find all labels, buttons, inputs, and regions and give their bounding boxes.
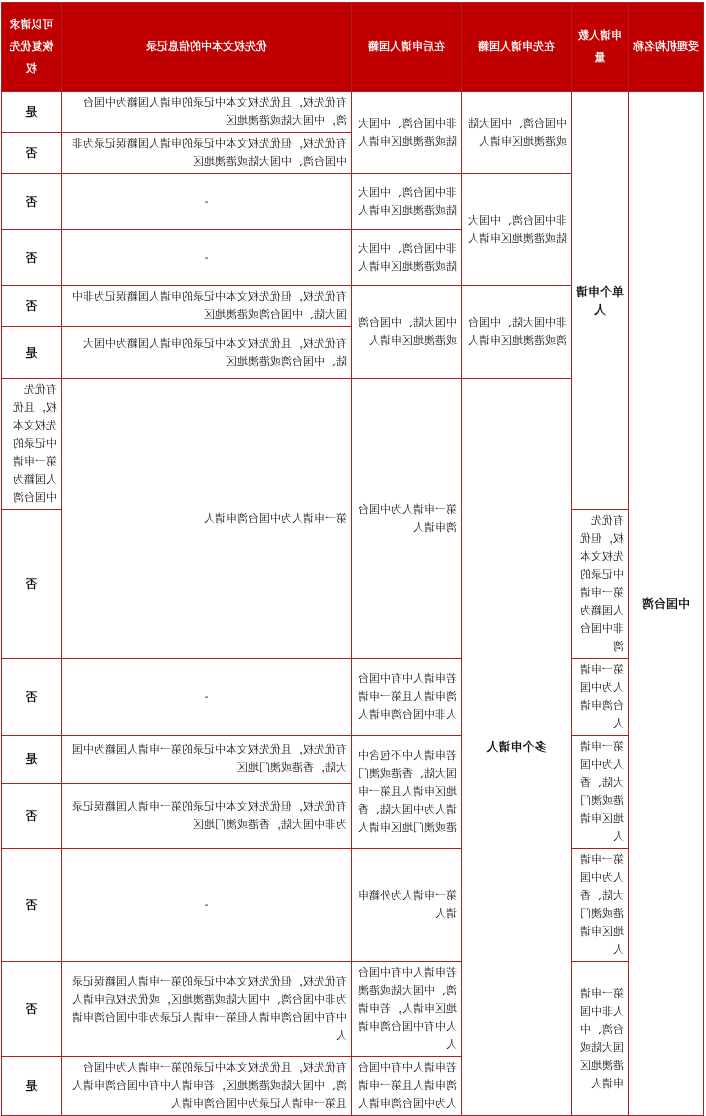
dash-cell: - [62, 659, 352, 736]
single-prior-3: 非中国大陆、中国台湾或港澳地区申请人 [462, 286, 572, 379]
single-later-3: 中国大陆、中国台湾或港澳地区申请人 [352, 286, 462, 379]
table-row [2, 736, 704, 784]
eligible-value: 否 [2, 133, 62, 174]
eligible-value: 是 [2, 1057, 62, 1116]
single-record-1: 有优先权，且优先权文本中记录的申请人国籍为中国台湾，中国大陆或港澳地区 [62, 92, 352, 133]
eligible-value: 否 [2, 286, 62, 327]
multi-record-7: 有优先权，但优先权文本中记录的第一申请人国籍误记录为非中国台湾、中国大陆或港澳地区，或优先权后申请人中有中国台湾申请人但第一申请人记录为非中国台湾申请人 [62, 962, 352, 1057]
single-later-1: 非中国台湾、中国大陆或港澳地区申请人 [352, 92, 462, 174]
multi-later-3: 若申请人中不包含中国大陆、香港或澳门地区申请人且第一申请人为中国大陆、香港或澳门地区申请人 [352, 736, 462, 849]
multi-record-4: 有优先权，且优先权文本中记录的第一申请人国籍为中国大陆，香港或澳门地区 [62, 736, 352, 784]
header-eligible: 可以请求恢复优先权 [2, 3, 62, 92]
eligible-value: 是 [2, 736, 62, 784]
multi-record-5: 有优先权，但优先权文本中记录的第一申请人国籍误记录为非中国大陆，香港或澳门地区 [62, 783, 352, 848]
single-later-2: 非中国台湾、中国大陆或港澳地区申请人 [352, 174, 462, 230]
dash-cell: - [62, 849, 352, 962]
multi-later-6: 若申请人中有中国台湾申请人且第一申请人为中国台湾申请人 [352, 1057, 462, 1116]
count-multi-cell: 多个申请人 [462, 379, 572, 1116]
table-row [2, 849, 704, 962]
eligible-value: 否 [2, 849, 62, 962]
multi-record-1: 有优先权，且优先权文本中记录的第一申请人国籍为中国台湾 [2, 379, 62, 510]
multi-later-4: 第一申请人为外籍申请人 [352, 849, 462, 962]
eligible-value: 否 [2, 230, 62, 286]
header-later-nationality: 在后申请人国籍 [352, 3, 462, 92]
multi-later-5: 若申请人中有中国台湾、中国大陆或港澳地区申请人，若申请人中有中国台湾申请人 [352, 962, 462, 1057]
eligible-value: 否 [2, 962, 62, 1057]
single-record-5: 有优先权，但优先权文本中记录的申请人国籍误记为非中国大陆、中国台湾或港澳地区 [62, 286, 352, 327]
dash-cell: - [62, 174, 352, 230]
eligible-value: 否 [2, 174, 62, 230]
multi-record-2: 有优先权，但优先权文本中记录的第一申请人国籍为非中国台湾 [572, 510, 629, 659]
eligible-value: 是 [2, 92, 62, 133]
header-priority-record: 优先权文本中的信息记录 [62, 3, 352, 92]
table-row [2, 659, 704, 736]
multi-prior-5: 第一申请人非中国台湾、中国大陆或港澳地区申请人 [572, 962, 629, 1116]
table-row [2, 962, 704, 1057]
single-prior-2: 非中国台湾、中国大陆或港澳地区申请人 [462, 174, 572, 286]
dash-cell: - [62, 230, 352, 286]
count-single-cell: 单个申请人 [572, 92, 629, 510]
multi-prior-3: 第一申请人为中国大陆、香港或澳门地区申请人 [572, 736, 629, 849]
table-row [2, 92, 704, 133]
single-prior-1: 中国台湾、中国大陆或港澳地区申请人 [462, 92, 572, 174]
header-office: 受理机构名称 [629, 3, 704, 92]
multi-later-2: 若申请人中有中国台湾申请人且第一申请人非中国台湾申请人 [352, 659, 462, 736]
eligible-value: 是 [2, 327, 62, 379]
single-record-6: 有优先权，且优先权文本中记录的申请人国籍为中国大陆、中国台湾或港澳地区 [62, 327, 352, 379]
single-later-2b: 非中国台湾、中国大陆或港澳地区申请人 [352, 230, 462, 286]
eligible-value: 否 [2, 510, 62, 659]
multi-prior-2: 第一申请人为中国台湾申请人 [572, 659, 629, 736]
single-record-2: 有优先权，但优先权文本中记录的申请人国籍误记录为非中国台湾、中国大陆或港澳地区 [62, 133, 352, 174]
header-row [2, 3, 704, 92]
eligible-value: 否 [2, 783, 62, 848]
header-applicant-count: 申请人数量 [572, 3, 629, 92]
multi-later-1: 第一申请人为中国台湾申请人 [62, 379, 352, 659]
multi-prior-4: 第一申请人为中国大陆、香港或澳门地区申请人 [572, 849, 629, 962]
eligible-value: 否 [2, 659, 62, 736]
priority-restoration-table [1, 2, 704, 1116]
multi-prior-1: 第一申请人为中国台湾申请人 [352, 379, 462, 659]
office-cell: 中国台湾 [629, 92, 704, 1116]
multi-record-8: 有优先权，且优先权文本中记录的第一申请人为中国台湾、中国大陆或港澳地区，若申请人中有中国台湾申请人且第一申请人记录为中国台湾申请人 [62, 1057, 352, 1116]
header-prior-nationality: 在先申请人国籍 [462, 3, 572, 92]
